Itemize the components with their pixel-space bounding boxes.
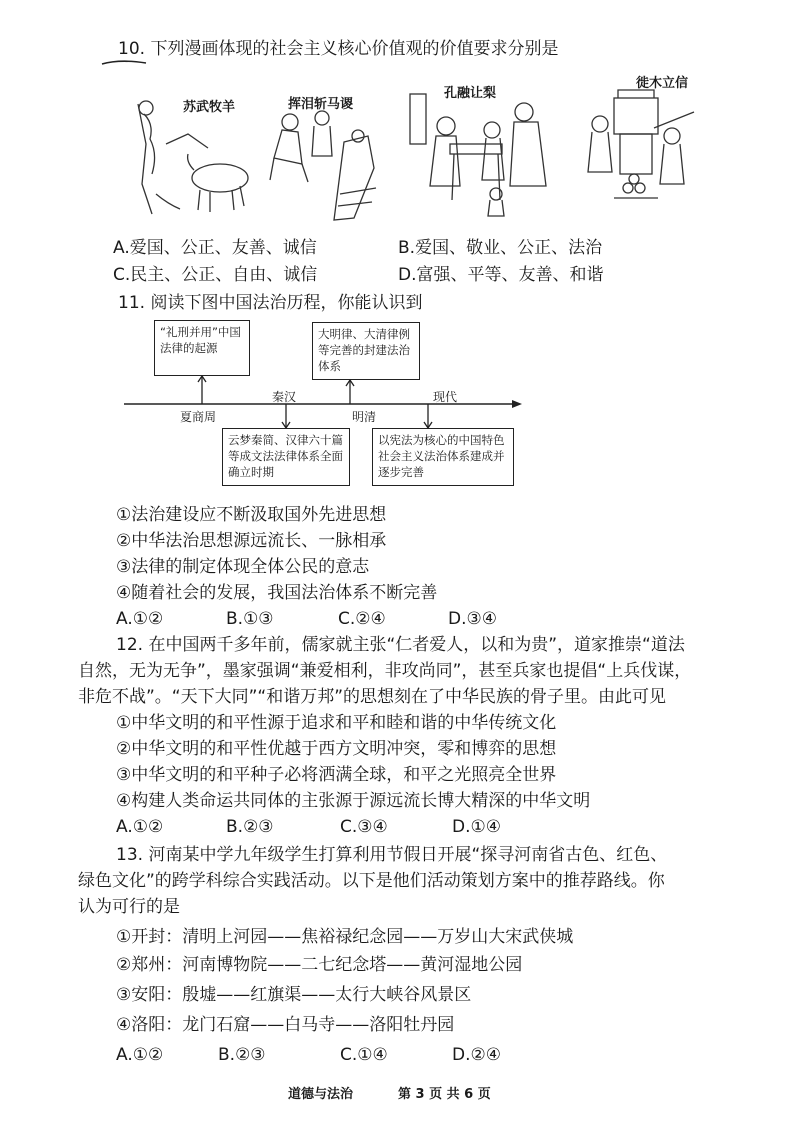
q10-option-c[interactable]: C.民主、公正、自由、诚信	[113, 265, 318, 285]
q12-option-a[interactable]: A.①②	[116, 817, 164, 837]
q11-option-a[interactable]: A.①②	[116, 609, 164, 629]
q12-option-b[interactable]: B.②③	[226, 817, 274, 837]
footer-subject: 道德与法治	[288, 1087, 354, 1102]
q12-stem-line-1: 12. 在中国两千多年前，儒家就主张“仁者爱人，以和为贵”，道家推崇“道法	[116, 635, 685, 655]
q12-statement-4: ④构建人类命运共同体的主张源于源远流长博大精深的中华文明	[116, 791, 591, 811]
q11-statement-4: ④随着社会的发展，我国法治体系不断完善	[116, 583, 438, 603]
q13-option-b[interactable]: B.②③	[218, 1045, 266, 1065]
cartoon-kongrong-image	[406, 90, 566, 220]
q13-stem-line-2: 绿色文化”的跨学科综合实践活动。以下是他们活动策划方案中的推荐路线。你	[78, 871, 665, 891]
cartoon-zhanmasu-image	[262, 108, 392, 228]
q12-statement-2: ②中华文明的和平性优越于西方文明冲突，零和博弈的思想	[116, 739, 557, 759]
q13-statement-2: ②郑州：河南博物院——二七纪念塔——黄河湿地公园	[116, 955, 523, 975]
cartoon-xumu-image	[584, 88, 704, 208]
q10-option-d[interactable]: D.富强、平等、友善、和谐	[398, 265, 604, 285]
q13-option-d[interactable]: D.②④	[452, 1045, 501, 1065]
q13-statement-3: ③安阳：殷墟——红旗渠——太行大峡谷风景区	[116, 985, 472, 1005]
q12-stem-line-2: 自然，无为无争”，墨家强调“兼爱相利，非攻尚同”，甚至兵家也提倡“上兵伐谋，	[78, 661, 692, 681]
q11-option-b[interactable]: B.①③	[226, 609, 274, 629]
q11-option-c[interactable]: C.②④	[338, 609, 386, 629]
q13-statement-4: ④洛阳：龙门石窟——白马寺——洛阳牡丹园	[116, 1015, 455, 1035]
q12-stem-line-3: 非危不战”。“天下大同”“和谐万邦”的思想刻在了中华民族的骨子里。由此可见	[78, 687, 667, 707]
q10-option-b[interactable]: B.爱国、敬业、公正、法治	[398, 238, 603, 258]
q12-statement-3: ③中华文明的和平种子必将洒满全球，和平之光照亮全世界	[116, 765, 557, 785]
q11-statement-1: ①法治建设应不断汲取国外先进思想	[116, 505, 387, 525]
q10-stem: 10. 下列漫画体现的社会主义核心价值观的价值要求分别是	[118, 39, 559, 59]
era-label-qinhan: 秦汉	[272, 390, 297, 404]
q11-statement-2: ②中华法治思想源远流长、一脉相承	[116, 531, 387, 551]
cartoon-caption-4: 徙木立信	[636, 76, 689, 91]
timeline-box-bottom-left: 云梦秦简、汉律六十篇等成文法法律体系全面确立时期	[222, 428, 350, 486]
timeline-box-top-left: “礼刑并用”中国法律的起源	[154, 320, 250, 376]
era-label-mingqing: 明清	[352, 410, 377, 424]
q12-option-c[interactable]: C.③④	[340, 817, 388, 837]
q13-option-c[interactable]: C.①④	[340, 1045, 388, 1065]
q11-stem: 11. 阅读下图中国法治历程，你能认识到	[118, 293, 423, 313]
q11-statement-3: ③法律的制定体现全体公民的意志	[116, 557, 370, 577]
q13-statement-1: ①开封：清明上河园——焦裕禄纪念园——万岁山大宋武侠城	[116, 927, 574, 947]
q10-option-a[interactable]: A.爱国、公正、友善、诚信	[113, 238, 317, 258]
era-label-xiashangzhou: 夏商周	[180, 410, 217, 424]
timeline-box-top-right: 大明律、大清律例等完善的封建法治体系	[312, 322, 420, 380]
timeline-box-bottom-right: 以宪法为核心的中国特色社会主义法治体系建成并逐步完善	[372, 428, 514, 486]
cartoon-caption-3: 孔融让梨	[444, 86, 497, 101]
cartoon-caption-1: 苏武牧羊	[183, 100, 236, 115]
q12-option-d[interactable]: D.①④	[452, 817, 501, 837]
cartoon-caption-2: 挥泪斩马谡	[288, 97, 354, 112]
q12-statement-1: ①中华文明的和平性源于追求和平和睦和谐的中华传统文化	[116, 713, 557, 733]
q13-stem-line-3: 认为可行的是	[78, 897, 180, 917]
q13-stem-line-1: 13. 河南某中学九年级学生打算利用节假日开展“探寻河南省古色、红色、	[116, 845, 668, 865]
cartoon-sumu-image	[128, 84, 258, 219]
handwritten-underline	[100, 58, 150, 68]
q11-option-d[interactable]: D.③④	[448, 609, 497, 629]
q13-option-a[interactable]: A.①②	[116, 1045, 164, 1065]
footer-page-number: 第 3 页 共 6 页	[398, 1087, 491, 1102]
era-label-xiandai: 现代	[433, 390, 458, 404]
